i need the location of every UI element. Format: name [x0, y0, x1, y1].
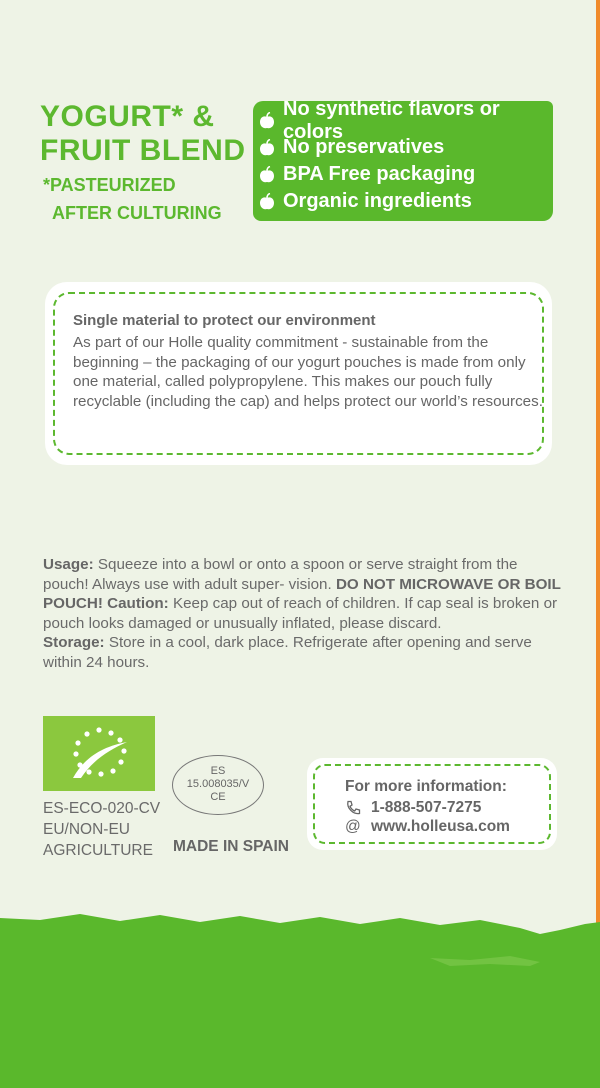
- phone-number[interactable]: 1-888-507-7275: [371, 799, 482, 816]
- title-line-2: FRUIT BLEND: [40, 134, 246, 167]
- green-brush-footer: [0, 900, 600, 1088]
- claim-label: No preservatives: [283, 136, 445, 158]
- eu-organic-logo: [43, 716, 155, 791]
- environment-title: Single material to protect our environment: [73, 312, 376, 329]
- storage-paragraph: [43, 633, 563, 672]
- web-row[interactable]: [345, 818, 510, 836]
- eu-origin: EU/NON-EU: [43, 821, 130, 838]
- apple-icon: [259, 166, 275, 184]
- claims-panel: [253, 97, 553, 221]
- claim-label: BPA Free packaging: [283, 163, 476, 185]
- oval-number: 15.008035/V: [186, 778, 250, 790]
- title-line-1: YOGURT* &: [40, 100, 215, 133]
- pasteurized-note-2: AFTER CULTURING: [52, 203, 222, 223]
- apple-icon: [259, 139, 275, 157]
- eu-agriculture: AGRICULTURE: [43, 842, 153, 859]
- usage-text: Squeeze into a bowl or onto a spoon or serve straight from the pouch! Always use with adult super- vision.: [43, 556, 518, 593]
- made-in-label: MADE IN SPAIN: [173, 838, 289, 855]
- at-icon: @: [345, 818, 361, 835]
- caution-text: Keep cap out of reach of children. If cap seal is broken or pouch looks damaged or unusually inflated, please discard.: [43, 595, 558, 632]
- claim-label: Organic ingredients: [283, 190, 472, 212]
- eu-code: ES-ECO-020-CV: [43, 800, 161, 817]
- health-mark-oval: [172, 755, 264, 815]
- oval-country: ES: [210, 765, 226, 777]
- environment-box: [45, 282, 552, 465]
- storage-label: Storage:: [43, 634, 105, 652]
- contact-title: For more information:: [345, 778, 507, 795]
- usage-paragraph: [43, 555, 563, 633]
- apple-icon: [259, 112, 275, 130]
- claim-item: [259, 97, 553, 143]
- contact-box: [307, 758, 557, 850]
- environment-text: As part of our Holle quality commitment - sustainable from the beginning – the packaging of our yogurt pouches is made from only one material, called polypropylene. This makes our pouch fully recyclable (including the cap) and helps protect our world’s resources.: [73, 334, 543, 410]
- usage-label: Usage:: [43, 556, 94, 573]
- storage-text: Store in a cool, dark place. Refrigerate after opening and serve within 24 hours.: [43, 634, 532, 671]
- claim-label: No synthetic flavors or colors: [283, 97, 500, 143]
- pasteurized-note-1: *PASTEURIZED: [43, 175, 176, 195]
- phone-row[interactable]: [345, 799, 481, 817]
- claim-item: [259, 161, 553, 188]
- microwave-warning: DO NOT MICROWAVE OR BOIL POUCH!: [43, 575, 561, 613]
- product-title: [40, 100, 250, 224]
- usage-instructions: [43, 555, 563, 673]
- eu-certification-text: [43, 798, 160, 861]
- phone-icon: [345, 800, 361, 816]
- caution-label: Caution:: [102, 595, 169, 613]
- apple-icon: [259, 193, 275, 211]
- oval-ce: CE: [210, 791, 226, 803]
- website-link[interactable]: www.holleusa.com: [371, 818, 510, 835]
- claim-item: [259, 188, 553, 215]
